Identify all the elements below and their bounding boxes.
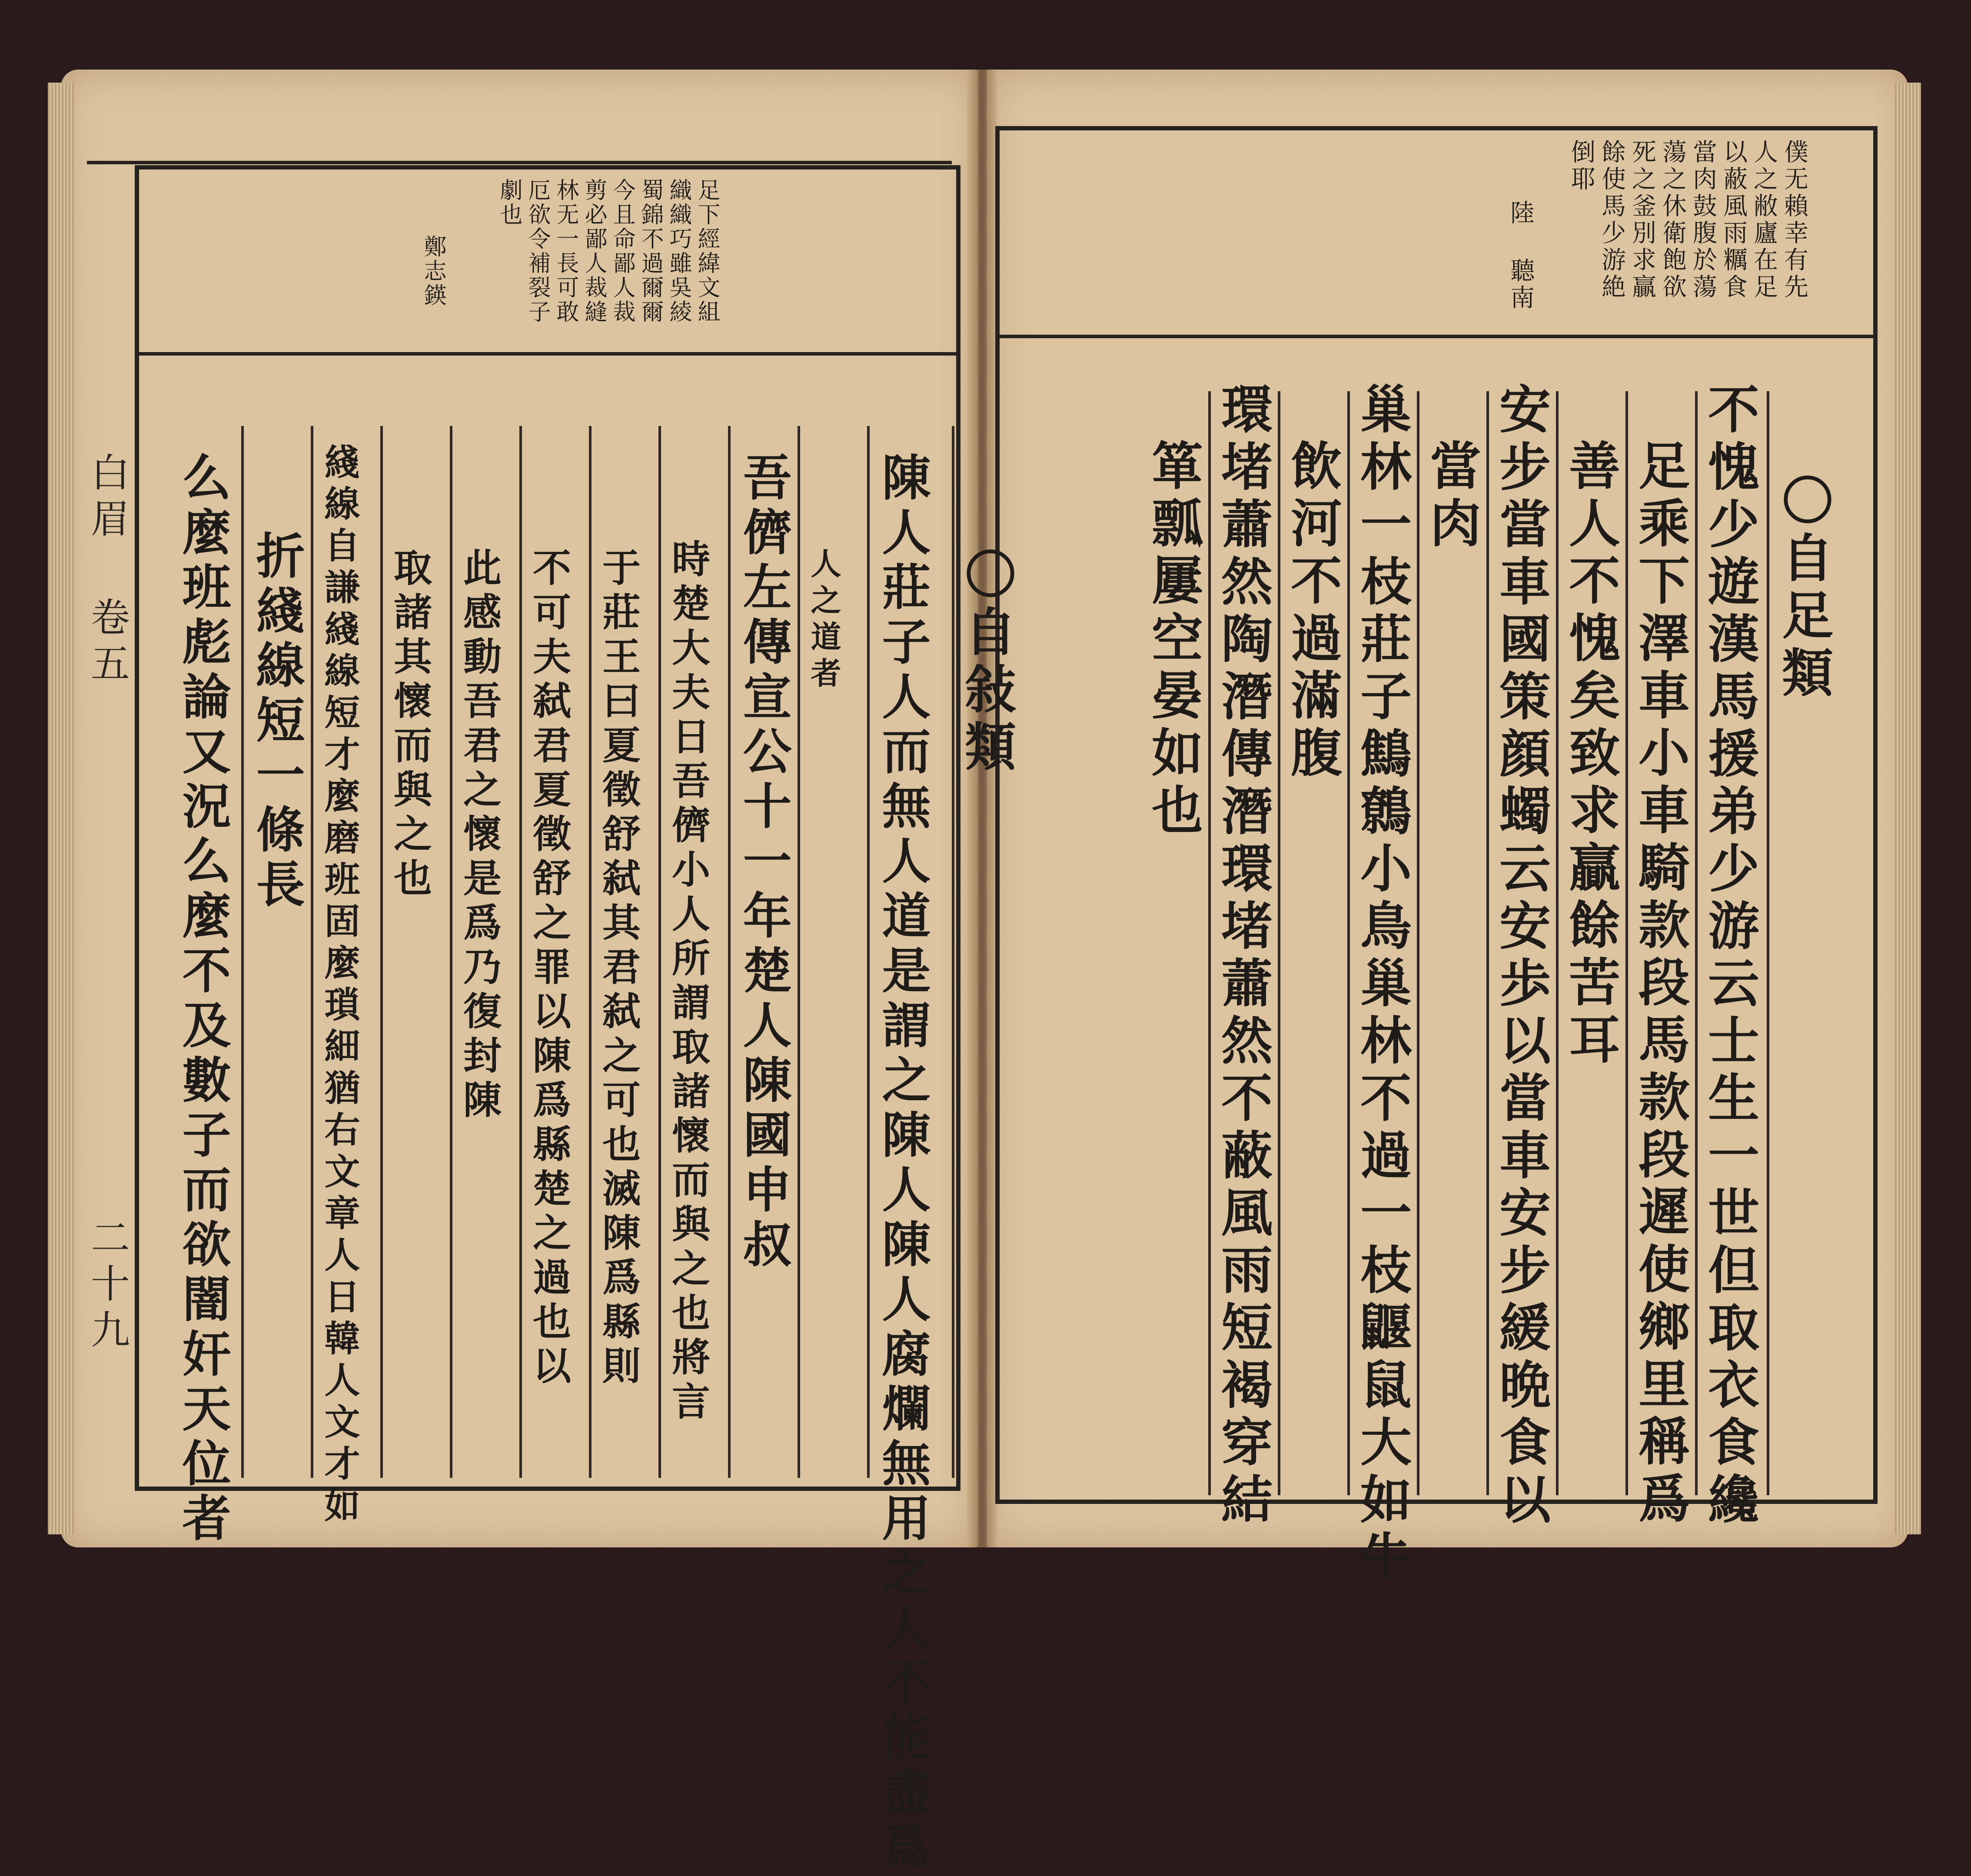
right-column-9: 箪瓢屢空晏如也 xyxy=(1143,439,1203,841)
left-top-note-6: 林无一長可敢 xyxy=(552,178,578,324)
left-column-8: 取諸其懷而與之也 xyxy=(388,548,433,902)
right-column-4: 安步當車國策顔蠋云安歩以當車安步緩晩食以 xyxy=(1491,383,1551,1530)
left-top-note-2: 織織巧雖吳綾 xyxy=(665,178,691,324)
left-column-10: 折綫線短一條長 xyxy=(248,530,305,914)
column-rule xyxy=(658,426,661,1478)
column-rule xyxy=(1347,391,1350,1495)
right-column-3: 善人不愧矣致求贏餘苦耳 xyxy=(1560,439,1621,1070)
right-column-6: 巢林一枝莊子鷦鷯小鳥巢林不過一枝鼴鼠大如牛 xyxy=(1352,383,1412,1587)
column-rule xyxy=(952,426,954,1478)
left-column-4: 時楚大夫日吾儕小人所謂取諸懷而與之也將言 xyxy=(666,539,711,1426)
column-rule xyxy=(241,426,244,1478)
left-section-heading: 〇自敍類 xyxy=(956,548,1017,777)
left-top-note-5: 剪必鄙人裁縫 xyxy=(581,178,607,324)
column-rule xyxy=(1625,391,1628,1495)
left-margin-title: 白眉 卷五 xyxy=(84,452,130,689)
left-column-9: 綫線自謙綫線短才麼磨班固麼瑣細猶右文章人日韓人文才如 xyxy=(319,443,360,1528)
right-column-8: 環堵蕭然陶潛傳潛環堵蕭然不蔽風雨短褐穿結 xyxy=(1213,383,1273,1530)
left-column-2: 人之道者 xyxy=(806,548,842,694)
left-column-3: 吾儕左傳宣公十一年楚人陳國申叔 xyxy=(735,452,792,1274)
right-top-note-4: 當肉鼓腹於蕩 xyxy=(1689,139,1717,301)
page-number: 二十九 xyxy=(84,1217,130,1355)
right-column-2: 足乘下澤車小車騎款段馬款段遲使鄉里稱爲 xyxy=(1630,439,1690,1529)
left-column-11: 么麼班彪論又況么麼不及數子而欲闇奸天位者 xyxy=(174,452,231,1547)
column-rule xyxy=(1767,391,1769,1495)
column-rule xyxy=(1556,391,1559,1495)
right-section-heading: 〇自足類 xyxy=(1773,474,1834,703)
column-rule xyxy=(380,426,383,1478)
left-column-5: 于莊王曰夏徵舒弑其君弑之可也滅陳爲縣則 xyxy=(596,548,641,1390)
right-top-note-1: 僕无賴幸有先 xyxy=(1780,139,1808,301)
left-column-6: 不可夫弑君夏徵舒之罪以陳爲縣楚之過也以 xyxy=(527,548,572,1390)
right-top-note-2: 人之敝廬在足 xyxy=(1750,139,1778,301)
left-top-attribution: 鄭志鍈 xyxy=(420,235,446,308)
right-top-note-8: 倒耶 xyxy=(1567,139,1595,193)
left-top-note-3: 蜀錦不過爾爾 xyxy=(637,178,663,324)
right-top-note-5: 蕩之休衛飽欲 xyxy=(1659,139,1687,301)
column-rule xyxy=(450,426,452,1478)
left-header-bottom-rule xyxy=(135,352,956,356)
left-top-note-1: 足下經緯文組 xyxy=(694,178,720,324)
column-rule xyxy=(1208,391,1211,1495)
right-top-note-7: 餘使馬少游絶 xyxy=(1598,139,1626,301)
column-rule xyxy=(519,426,522,1478)
right-top-note-3: 以蔽風雨糲食 xyxy=(1719,139,1748,301)
right-column-7: 飲河不過滿腹 xyxy=(1282,439,1343,783)
column-rule xyxy=(589,426,592,1478)
left-top-note-4: 今且命鄙人裁 xyxy=(609,178,635,324)
column-rule xyxy=(867,426,870,1478)
column-rule xyxy=(1417,391,1419,1495)
column-rule xyxy=(1278,391,1280,1495)
column-rule xyxy=(311,426,313,1478)
left-page-edge xyxy=(48,83,74,1534)
column-rule xyxy=(1695,391,1698,1495)
left-column-7: 此感動吾君之懷是爲乃復封陳 xyxy=(457,548,502,1124)
right-column-1: 不愧少遊漢馬援弟少游云士生一世但取衣食纔 xyxy=(1699,383,1760,1530)
right-header-rule xyxy=(995,335,1873,338)
right-page-edge xyxy=(1895,83,1921,1534)
left-top-note-7: 厄欲令補裂子 xyxy=(524,178,550,324)
column-rule xyxy=(1486,391,1489,1495)
right-top-note-6: 死之釜別求贏 xyxy=(1628,139,1656,301)
left-top-note-8: 劇也 xyxy=(496,178,522,227)
column-rule xyxy=(798,426,800,1478)
open-book xyxy=(61,70,1908,1876)
right-top-attribution: 陸 聽南 xyxy=(1506,200,1535,312)
left-column-1: 陳人莊子人而無人道是謂之陳人陳人腐爛無用之人不能盡爲 xyxy=(874,452,931,1876)
column-rule xyxy=(728,426,731,1478)
left-header-rule xyxy=(87,161,952,164)
right-column-5: 當肉 xyxy=(1421,439,1482,554)
book-gutter xyxy=(967,70,997,1547)
